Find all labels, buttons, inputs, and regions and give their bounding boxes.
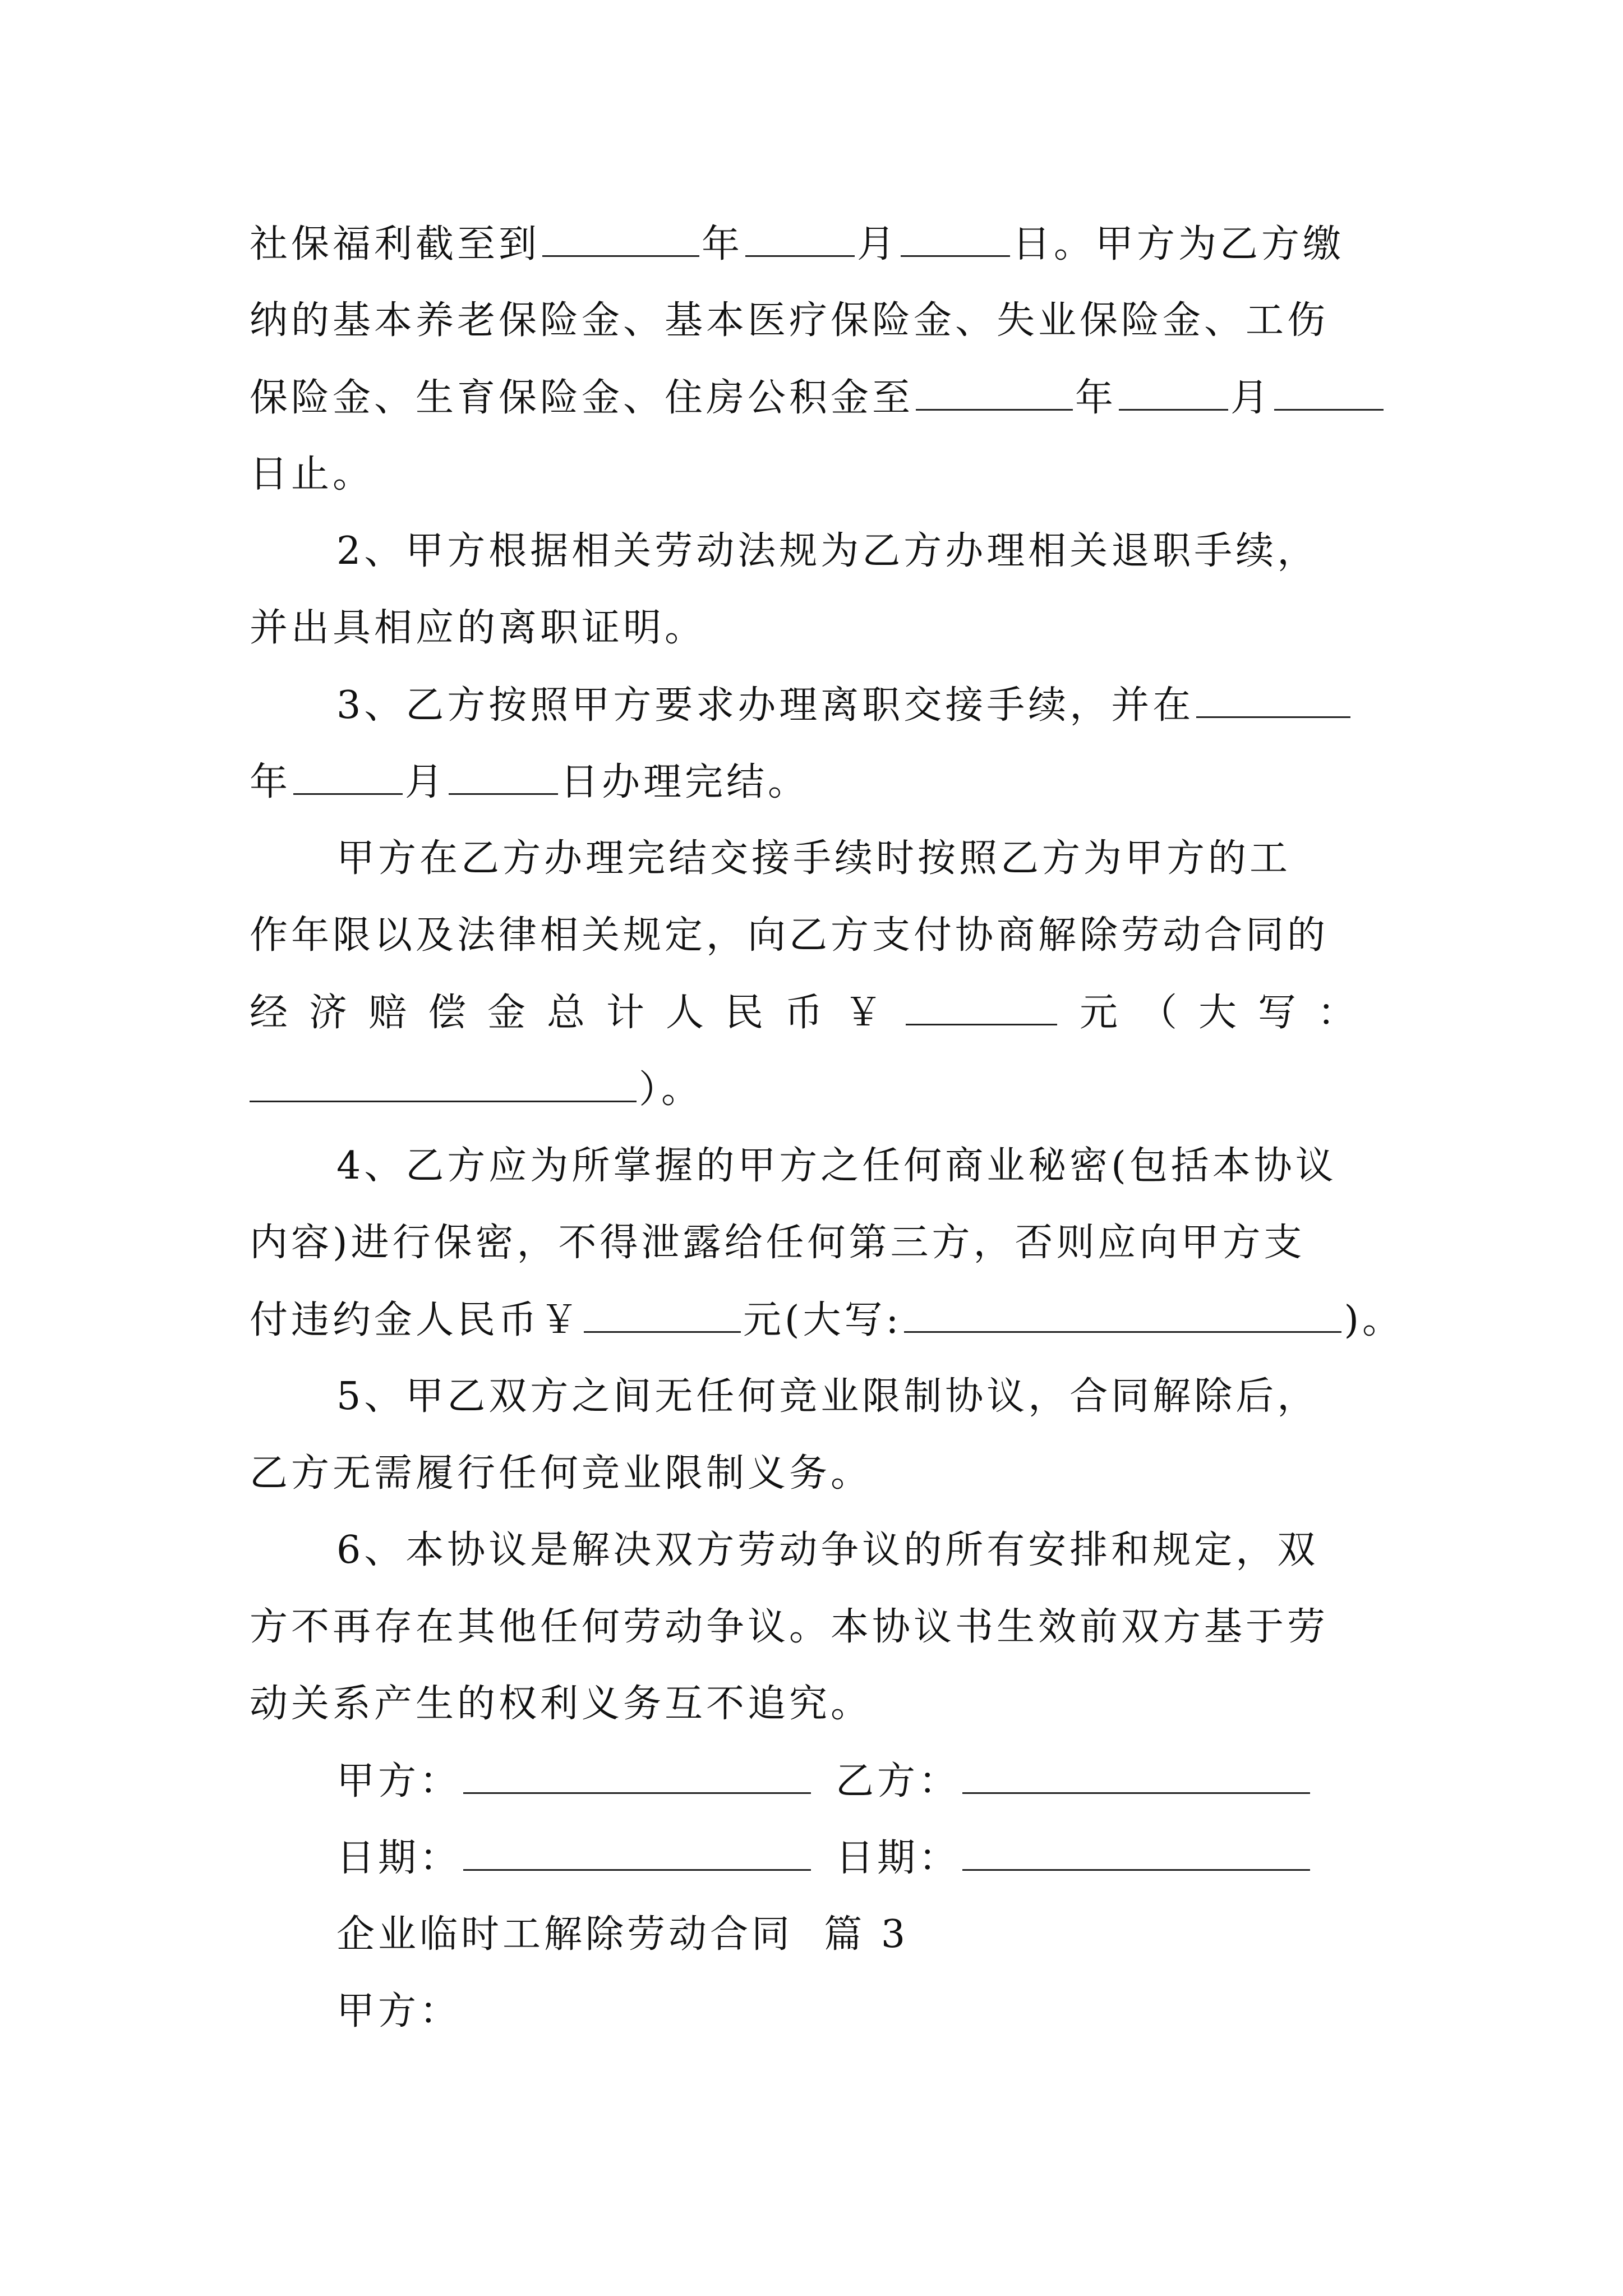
signature-row-party [336,1759,1312,1803]
blank-day [449,760,558,795]
blank-amount-words [904,1297,1341,1333]
party-a-blank [463,1759,811,1794]
text: 月 [1230,376,1272,420]
p6-line-1: 6、本协议是解决双方劳动争议的所有安排和规定，双 [336,1528,1319,1572]
section-title: 企业临时工解除劳动合同 篇 3 [336,1912,909,1957]
p4-line-3 [250,1297,1404,1342]
text: 经济赔偿金总计人民币￥ [250,991,904,1035]
text: 月 [857,222,899,266]
p3b-line-4 [250,1067,703,1112]
text: )。 [1344,1298,1404,1342]
text: 保险金、生育保险金、住房公积金至 [250,376,914,420]
date-a-blank [463,1835,811,1871]
next-party-a: 甲方： [336,1989,462,2033]
blank-amount-words [250,1067,637,1102]
p3-line-2 [250,760,809,804]
p1-line-4: 日止。 [250,452,375,496]
blank-year [1196,683,1350,718]
signature-row-date [336,1835,1312,1880]
blank-amount [584,1297,741,1333]
date-a-label: 日期： [336,1836,462,1880]
text: 年 [250,760,292,804]
p3b-line-2: 作年限以及法律相关规定，向乙方支付协商解除劳动合同的 [250,913,1329,958]
text: 日。甲方为乙方缴 [1012,222,1345,266]
text: 日办理完结。 [560,760,810,804]
text: 月 [405,760,447,804]
p1-line-2: 纳的基本养老保险金、基本医疗保险金、失业保险金、工伤 [250,298,1329,343]
party-b-label: 乙方： [836,1759,961,1803]
blank-month [745,222,855,257]
party-a-label: 甲方： [336,1759,462,1803]
p5-line-2: 乙方无需履行任何竞业限制义务。 [250,1451,873,1496]
p2-line-1: 2、甲方根据相关劳动法规为乙方办理相关退职手续， [336,529,1319,573]
blank-month [1119,375,1228,411]
p4-line-2: 内容)进行保密，不得泄露给任何第三方，否则应向甲方支 [250,1221,1306,1265]
text: 年 [1075,376,1117,420]
p6-line-3: 动关系产生的权利义务互不追究。 [250,1682,873,1726]
p2-line-2: 并出具相应的离职证明。 [250,606,707,650]
blank-day [1274,375,1384,411]
text: 元（大写： [1080,991,1377,1035]
text: 付违约金人民币￥ [250,1298,582,1342]
p3-line-1 [336,683,1353,728]
p4-line-1: 4、乙方应为所掌握的甲方之任何商业秘密(包括本协议 [336,1144,1337,1188]
date-b-blank [962,1835,1310,1871]
p3b-line-3 [250,990,1377,1035]
blank-amount [906,990,1057,1025]
party-b-blank [962,1759,1310,1794]
text: 元(大写: [743,1298,902,1342]
text: 年 [702,222,744,266]
p1-line-1 [250,222,1344,266]
p1-line-3 [250,375,1386,420]
p3b-line-1: 甲方在乙方办理完结交接手续时按照乙方为甲方的工 [336,836,1292,881]
p6-line-2: 方不再存在其他任何劳动争议。本协议书生效前双方基于劳 [250,1605,1329,1649]
blank-month [293,760,403,795]
date-b-label: 日期： [836,1836,961,1880]
text: 社保福利截至到 [250,222,541,266]
text: 3、乙方按照甲方要求办理离职交接手续，并在 [336,683,1195,728]
blank-year [916,375,1073,411]
blank-year [542,222,699,257]
text: ）。 [639,1068,703,1112]
p5-line-1: 5、甲乙双方之间无任何竞业限制协议，合同解除后， [336,1374,1319,1419]
blank-day [901,222,1010,257]
